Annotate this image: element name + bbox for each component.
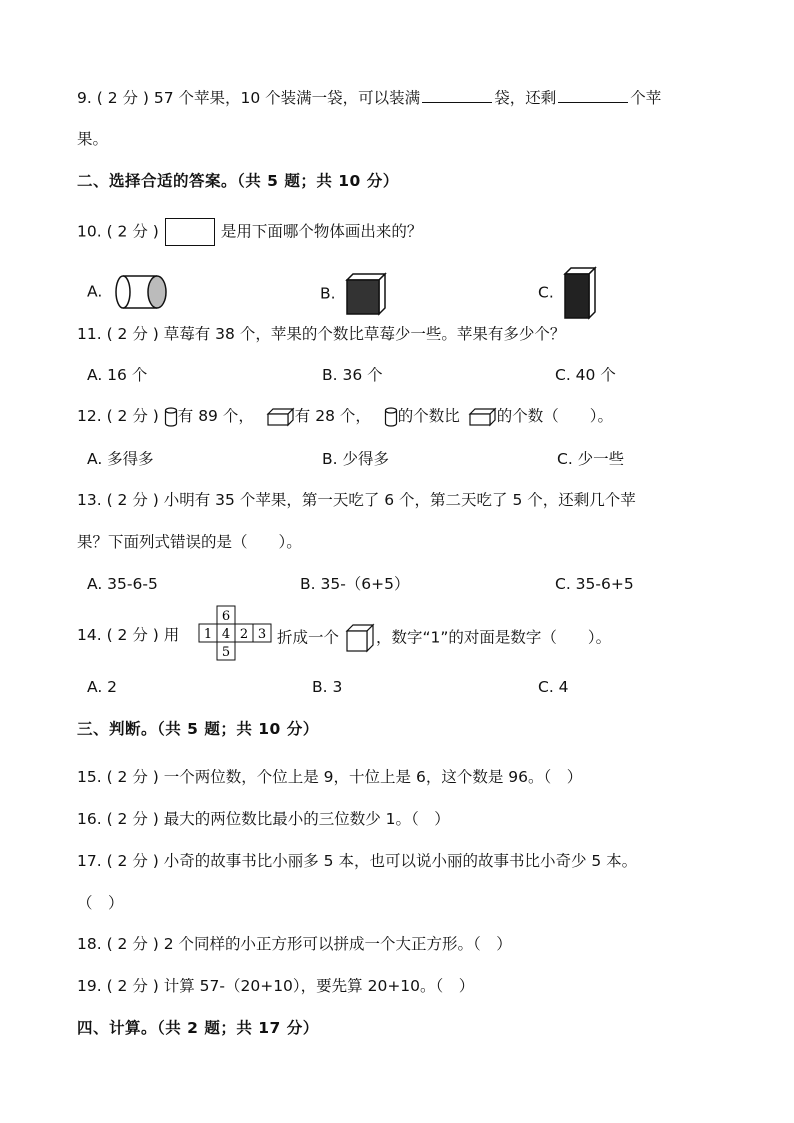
cylinder-icon [164,407,178,427]
q17-continuation[interactable]: （ ） [77,894,124,912]
q11-option-b[interactable]: B. 36 个 [322,366,383,384]
section-2-heading: 二、选择合适的答案。（共 5 题；共 10 分） [77,172,399,190]
q9-blank-2[interactable] [558,86,628,103]
q12-option-a[interactable]: A. 多得多 [87,450,154,468]
q9-continuation: 果。 [77,130,109,148]
net-cell-right-2: 3 [257,627,267,642]
q14-prefix: 14. ( 2 分 ) 用 [77,626,180,644]
q12-option-b[interactable]: B. 少得多 [322,450,389,468]
cuboid-small-icon-2 [469,408,497,426]
q12-prefix: 12. ( 2 分 ) [77,407,159,425]
q12-option-c[interactable]: C. 少一些 [557,450,625,468]
cylinder-icon-2 [384,407,398,427]
question-13: 13. ( 2 分 ) 小明有 35 个苹果，第一天吃了 6 个，第二天吃了 5 个，还剩几个苹 [77,491,636,509]
q10-option-b-label: B. [320,284,336,303]
q14-suffix: ，数字“1”的对面是数字（ ）。 [375,628,612,647]
question-16: 16. ( 2 分 ) 最大的两位数比最小的三位数少 1。（ ） [77,810,450,828]
q14-option-c[interactable]: C. 4 [538,678,569,696]
q13-option-b[interactable]: B. 35-（6+5） [300,575,410,593]
q9-prefix: 9. ( 2 分 ) 57 个苹果，10 个装满一袋，可以装满 [77,89,421,107]
q14-rest [277,624,611,652]
q13-option-a[interactable]: A. 35-6-5 [87,575,158,593]
q13-continuation: 果？下面列式错误的是（ ）。 [77,533,302,551]
q13-option-c[interactable]: C. 35-6+5 [555,575,634,593]
q14-option-b[interactable]: B. 3 [312,678,343,696]
net-cell-left: 1 [203,627,213,642]
q12-text-1: 有 89 个， [177,407,254,425]
q10-option-c-label: C. [538,283,554,302]
cuboid-small-icon [267,408,295,426]
q9-blank-1[interactable] [422,86,492,103]
rectangle-shape-icon [165,218,215,246]
cube-icon [345,272,389,316]
q10-option-a[interactable] [87,272,171,312]
q14-option-a[interactable]: A. 2 [87,678,118,696]
question-11: 11. ( 2 分 ) 草莓有 38 个，苹果的个数比草莓少一些。苹果有多少个？ [77,325,566,343]
net-cell-right-1: 2 [239,627,249,642]
question-9 [77,86,661,109]
q9-suffix: 个苹 [630,89,662,107]
cube-net-diagram [196,605,276,663]
section-3-heading: 三、判断。（共 5 题；共 10 分） [77,720,319,738]
q11-option-a[interactable]: A. 16 个 [87,366,148,384]
net-cell-center: 4 [221,627,231,642]
q10-option-c[interactable] [538,266,599,320]
question-10 [77,218,422,246]
q12-text-2: 有 28 个， [294,407,371,425]
section-4-heading: 四、计算。（共 2 题；共 17 分） [77,1019,319,1037]
q11-option-c[interactable]: C. 40 个 [555,366,616,384]
q10-suffix: 是用下面哪个物体画出来的？ [220,222,423,241]
question-14 [77,624,179,646]
q10-option-b[interactable] [320,272,389,316]
question-18: 18. ( 2 分 ) 2 个同样的小正方形可以拼成一个大正方形。（ ） [77,935,512,953]
net-cell-bottom: 5 [221,645,231,660]
q10-option-a-label: A. [87,282,103,301]
q12-text-3: 的个数比 [397,407,460,425]
q12-text-4: 的个数（ ）。 [496,407,614,425]
net-cell-top: 6 [221,609,231,624]
q10-prefix: 10. ( 2 分 ) [77,222,159,241]
question-12 [77,405,613,427]
q9-mid: 袋，还剩 [494,89,557,107]
cylinder-lying-icon [111,272,171,312]
question-17: 17. ( 2 分 ) 小奇的故事书比小丽多 5 本，也可以说小丽的故事书比小奇少 5 本。 [77,852,638,870]
cuboid-icon [563,266,599,320]
cube-outline-icon [346,624,374,652]
q14-mid: 折成一个 [277,628,340,647]
question-19: 19. ( 2 分 ) 计算 57-（20+10），要先算 20+10。（ ） [77,977,475,995]
question-15: 15. ( 2 分 ) 一个两位数，个位上是 9，十位上是 6，这个数是 96。（ ） [77,768,583,786]
